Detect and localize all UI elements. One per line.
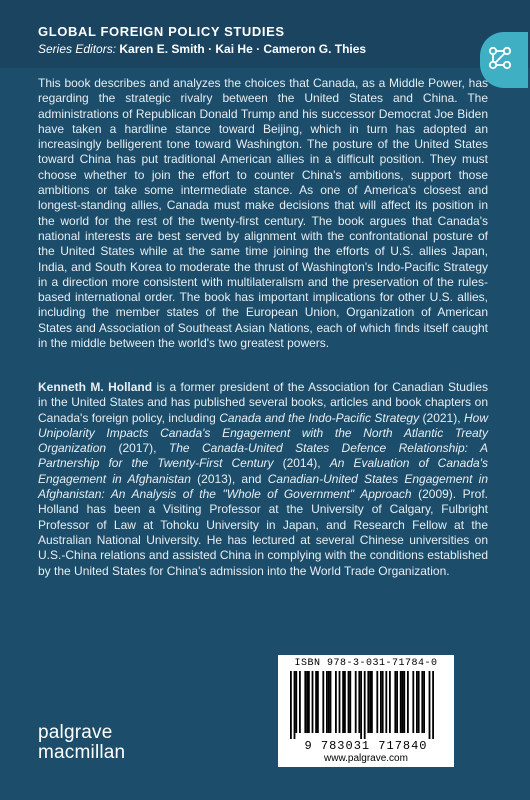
bio-text: (2014), <box>273 456 330 471</box>
series-title: GLOBAL FOREIGN POLICY STUDIES <box>38 24 285 39</box>
barcode <box>286 671 446 739</box>
isbn: ISBN 978-3-031-71784-0 <box>294 658 438 669</box>
bio-text: is a former president of the Association for Canadian Studies in the United States and has published several books, articles and book chapters on Canada's foreign policy, including <box>38 380 488 425</box>
book-description: This book describes and analyzes the choices that Canada, as a Middle Power, has regarding the strategic rivalry between the United States and China. The administrations of Republican Donald Trump and his successor Democrat Joe Biden have taken a hardline stance toward Beijing, which in turn has adopted an increasingly belligerent tone toward Washington. The posture of the United States toward China has put traditional American allies in a difficult position. They must choose whether to join the effort to counter China's ambitions, support those ambitions or take some intermediate stance. As one of America's closest and longest-standing allies, Canada must make decisions that will affect its position in the world for the rest of the twenty-first century. The book argues that Canada's national interests are best served by alignment with the confrontational posture of the United States while at the same time joining the efforts of U.S. allies Japan, India, and South Korea to moderate the thrust of Washington's Indo-Pacific Strategy in a direction more consistent with multilateralism and the preservation of the rules-based international order. The book has important implications for other U.S. allies, including the member states of the European Union, Organization of American States and Association of Southeast Asian Nations, each of which finds itself caught in the middle between the world's two greatest powers. <box>38 76 488 351</box>
author-name: Kenneth M. Holland <box>38 380 153 394</box>
series-editors-label: Series Editors: <box>38 42 117 56</box>
book-title: How Unipolarity Impacts Canada's Engagement with the North Atlantic Treaty Organization <box>38 410 488 456</box>
book-title: An Evaluation of Canada's Engagement in Afghanistan <box>38 456 488 486</box>
bio-text: (2017), <box>106 441 169 456</box>
barcode-box <box>278 655 454 767</box>
publisher-name-line2: macmillan <box>38 742 126 763</box>
publisher-name-line1: palgrave <box>38 722 113 743</box>
barcode-digits: 9 783031 717840 <box>304 739 428 753</box>
author-bio <box>38 380 488 579</box>
publisher-website: www.palgrave.com <box>324 753 408 764</box>
book-title: Canada and the Indo-Pacific Strategy <box>219 410 420 425</box>
book-title: Canadian-United States Engagement in Afghanistan: An Analysis of the "Whole of Government" Approach <box>38 471 489 502</box>
bio-text: (2021), <box>419 410 464 425</box>
bio-text: (2013), and <box>190 471 268 486</box>
bio-text: (2009). Prof. Holland has been a Visiting Professor at the University of Calgary, Fulbright Professor of Law at Tohoku University in Japan, and Research Fellow at the Australian National University. He has lectured at several Chinese universities on U.S.-China relations and assisted China in complying with the conditions established by the United States for China's admission into the World Trade Organization. <box>38 487 489 578</box>
book-title: The Canada-United States Defence Relationship: A Partnership for the Twenty-First Century <box>38 441 488 471</box>
springer-network-icon <box>486 44 514 72</box>
series-editors-names: Karen E. Smith · Kai He · Cameron G. Thies <box>119 42 367 56</box>
publisher-logo <box>38 723 125 763</box>
series-editors <box>38 42 366 56</box>
